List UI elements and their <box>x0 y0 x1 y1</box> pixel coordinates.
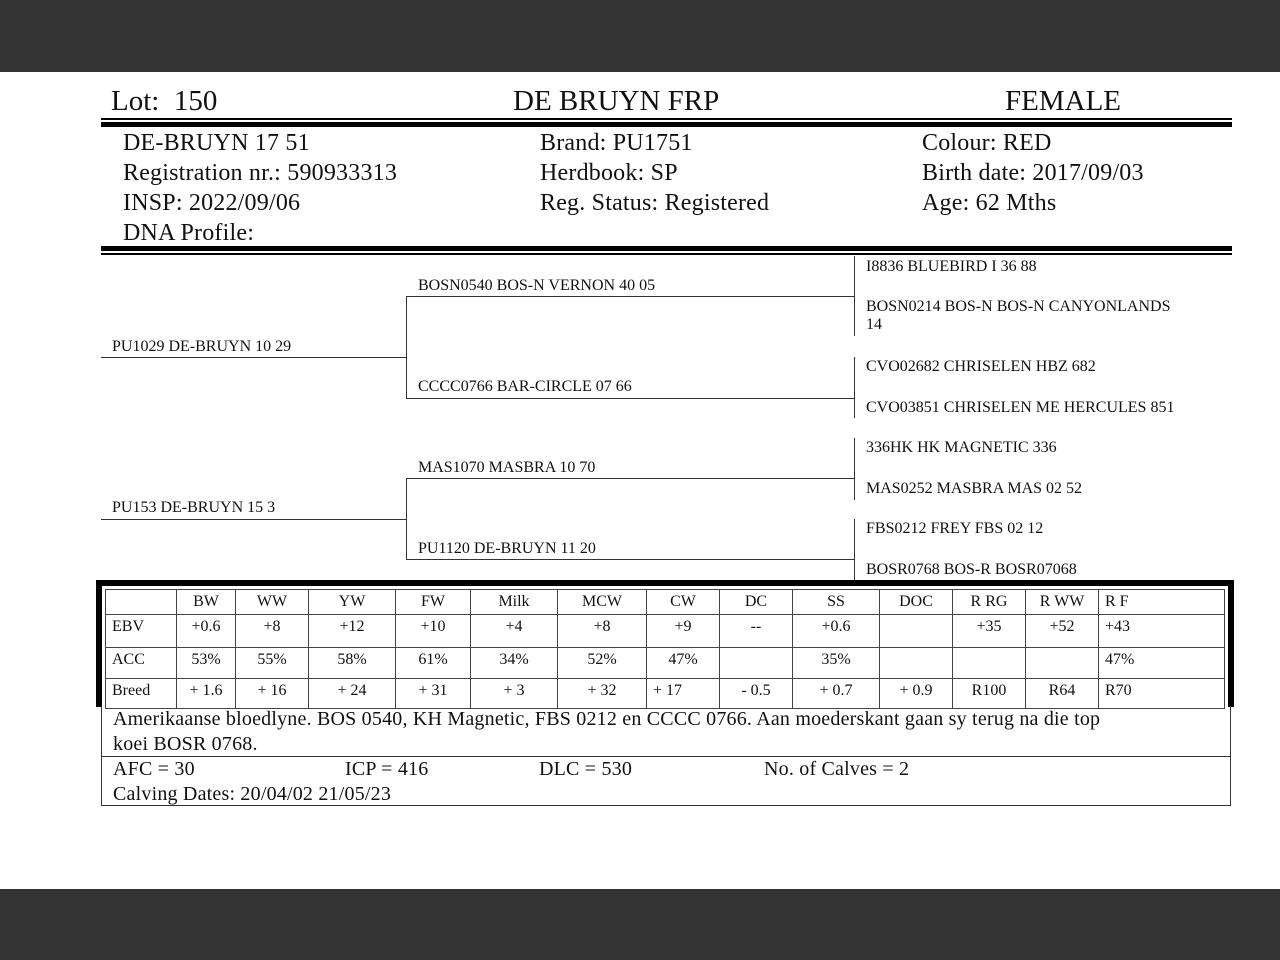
ebv-cell: +0.6 <box>177 615 236 648</box>
ebv-cell: 55% <box>236 648 309 679</box>
pedigree-dam-sire: MAS1070 MASBRA 10 70 <box>418 459 596 476</box>
registration-status: Reg. Status: Registered <box>540 190 770 216</box>
pedigree-dam-dam: PU1120 DE-BRUYN 11 20 <box>418 540 596 557</box>
ebv-cell: 58% <box>309 648 396 679</box>
ebv-cell: + 31 <box>396 679 471 709</box>
ebv-header-cell: R WW <box>1026 590 1099 615</box>
ebv-cell <box>1026 648 1099 679</box>
ebv-cell: 52% <box>558 648 647 679</box>
brand: Brand: PU1751 <box>540 130 693 156</box>
ebv-header-cell: YW <box>309 590 396 615</box>
ebv-cell: + 1.6 <box>177 679 236 709</box>
ebv-header-cell: Milk <box>471 590 558 615</box>
sex-label: FEMALE <box>1005 85 1121 117</box>
ebv-cell: + 16 <box>236 679 309 709</box>
top-letterbox <box>0 0 1280 72</box>
dna-profile: DNA Profile: <box>123 220 255 246</box>
pedigree-sire-dam: CCCC0766 BAR-CIRCLE 07 66 <box>418 378 632 395</box>
pedigree-sd-sire: CVO02682 CHRISELEN HBZ 682 <box>866 358 1096 375</box>
comment-line-1: Amerikaanse bloedlyne. BOS 0540, KH Magnetic, FBS 0212 en CCCC 0766. Aan moederskant gaan sy terug na die top <box>113 708 1101 730</box>
pedigree-line <box>854 519 855 581</box>
ebv-cell: Breed <box>106 679 177 709</box>
ebv-row-acc <box>106 648 1225 679</box>
comments-divider <box>102 756 1230 757</box>
pedigree-ds-sire: 336HK HK MAGNETIC 336 <box>866 439 1057 456</box>
ebv-cell: 47% <box>1099 648 1225 679</box>
ebv-header-cell: CW <box>647 590 720 615</box>
pedigree-dd-sire: FBS0212 FREY FBS 02 12 <box>866 520 1044 537</box>
pedigree-line <box>406 296 407 398</box>
ebv-cell: + 0.7 <box>793 679 880 709</box>
ebv-cell: +12 <box>309 615 396 648</box>
pedigree-line <box>406 296 854 297</box>
lot-label: Lot: <box>111 85 160 117</box>
ebv-header-cell: BW <box>177 590 236 615</box>
ebv-cell: + 17 <box>647 679 720 709</box>
ebv-header-cell: DOC <box>880 590 953 615</box>
bottom-letterbox <box>0 889 1280 960</box>
calving-dates: Calving Dates: 20/04/02 21/05/23 <box>113 783 392 805</box>
ebv-row-ebv <box>106 615 1225 648</box>
pedigree-line <box>854 357 855 418</box>
ebv-cell: +9 <box>647 615 720 648</box>
pedigree-ss-dam-line1: BOSN0214 BOS-N BOS-N CANYONLANDS <box>866 298 1171 315</box>
pedigree-line <box>406 559 854 560</box>
icp-value: ICP = 416 <box>345 758 429 780</box>
ebv-cell <box>720 648 793 679</box>
ebv-table-frame <box>96 580 1234 707</box>
age: Age: 62 Mths <box>922 190 1057 216</box>
ebv-cell: + 3 <box>471 679 558 709</box>
lot-heading <box>111 84 217 118</box>
ebv-row-breed <box>106 679 1225 709</box>
ebv-cell: + 0.9 <box>880 679 953 709</box>
inspection-date: INSP: 2022/09/06 <box>123 190 301 216</box>
info-divider <box>101 246 1232 255</box>
pedigree-sire: PU1029 DE-BRUYN 10 29 <box>112 338 292 355</box>
ebv-cell: - 0.5 <box>720 679 793 709</box>
pedigree-dam: PU153 DE-BRUYN 15 3 <box>112 499 276 516</box>
pedigree-ss-dam <box>866 298 1170 334</box>
ebv-header-cell: MCW <box>558 590 647 615</box>
ebv-cell: ACC <box>106 648 177 679</box>
ebv-cell: R64 <box>1026 679 1099 709</box>
afc-value: AFC = 30 <box>113 758 195 780</box>
pedigree-ss-dam-line2: 14 <box>866 316 882 333</box>
ebv-cell: +0.6 <box>793 615 880 648</box>
ebv-cell: +43 <box>1099 615 1225 648</box>
ebv-cell <box>880 648 953 679</box>
pedigree-dd-dam: BOSR0768 BOS-R BOSR07068 <box>866 561 1077 578</box>
ebv-cell: + 24 <box>309 679 396 709</box>
pedigree-sd-dam: CVO03851 CHRISELEN ME HERCULES 851 <box>866 399 1175 416</box>
ebv-cell: +8 <box>558 615 647 648</box>
ebv-header-cell: WW <box>236 590 309 615</box>
ebv-cell: EBV <box>106 615 177 648</box>
ebv-header-cell: R RG <box>953 590 1026 615</box>
ebv-cell: +52 <box>1026 615 1099 648</box>
dlc-value: DLC = 530 <box>539 758 633 780</box>
colour: Colour: RED <box>922 130 1052 156</box>
ebv-cell: -- <box>720 615 793 648</box>
animal-name: DE-BRUYN 17 51 <box>123 130 310 156</box>
ebv-cell: +10 <box>396 615 471 648</box>
breeder-name: DE BRUYN FRP <box>513 85 720 117</box>
header-divider <box>101 118 1232 127</box>
herdbook: Herdbook: SP <box>540 160 678 186</box>
calves-count: No. of Calves = 2 <box>764 758 910 780</box>
ebv-cell: 47% <box>647 648 720 679</box>
ebv-cell: +35 <box>953 615 1026 648</box>
ebv-cell: +8 <box>236 615 309 648</box>
pedigree-line <box>101 357 407 358</box>
pedigree-ss-sire: I8836 BLUEBIRD I 36 88 <box>866 258 1037 275</box>
comment-line-2: koei BOSR 0768. <box>113 733 258 755</box>
ebv-cell: 34% <box>471 648 558 679</box>
pedigree-line <box>854 256 855 336</box>
pedigree-line <box>406 478 407 560</box>
registration-number: Registration nr.: 590933313 <box>123 160 398 186</box>
ebv-header-cell: SS <box>793 590 880 615</box>
ebv-header-cell <box>106 590 177 615</box>
birth-date: Birth date: 2017/09/03 <box>922 160 1144 186</box>
ebv-cell: 53% <box>177 648 236 679</box>
ebv-cell: R100 <box>953 679 1026 709</box>
ebv-header-cell: FW <box>396 590 471 615</box>
pedigree-line <box>406 478 854 479</box>
pedigree-line <box>854 438 855 500</box>
pedigree-ds-dam: MAS0252 MASBRA MAS 02 52 <box>866 480 1083 497</box>
ebv-header-cell: R F <box>1099 590 1225 615</box>
ebv-cell: +4 <box>471 615 558 648</box>
pedigree-line <box>406 398 854 399</box>
ebv-header-cell: DC <box>720 590 793 615</box>
ebv-cell <box>953 648 1026 679</box>
ebv-table <box>105 589 1225 709</box>
pedigree-sire-sire: BOSN0540 BOS-N VERNON 40 05 <box>418 277 656 294</box>
pedigree-line <box>101 519 407 520</box>
ebv-cell: R70 <box>1099 679 1225 709</box>
ebv-cell: 61% <box>396 648 471 679</box>
ebv-header-row <box>106 590 1225 615</box>
lot-number: 150 <box>173 85 218 117</box>
ebv-cell: + 32 <box>558 679 647 709</box>
comments-box <box>101 706 1231 806</box>
ebv-cell: 35% <box>793 648 880 679</box>
ebv-cell <box>880 615 953 648</box>
